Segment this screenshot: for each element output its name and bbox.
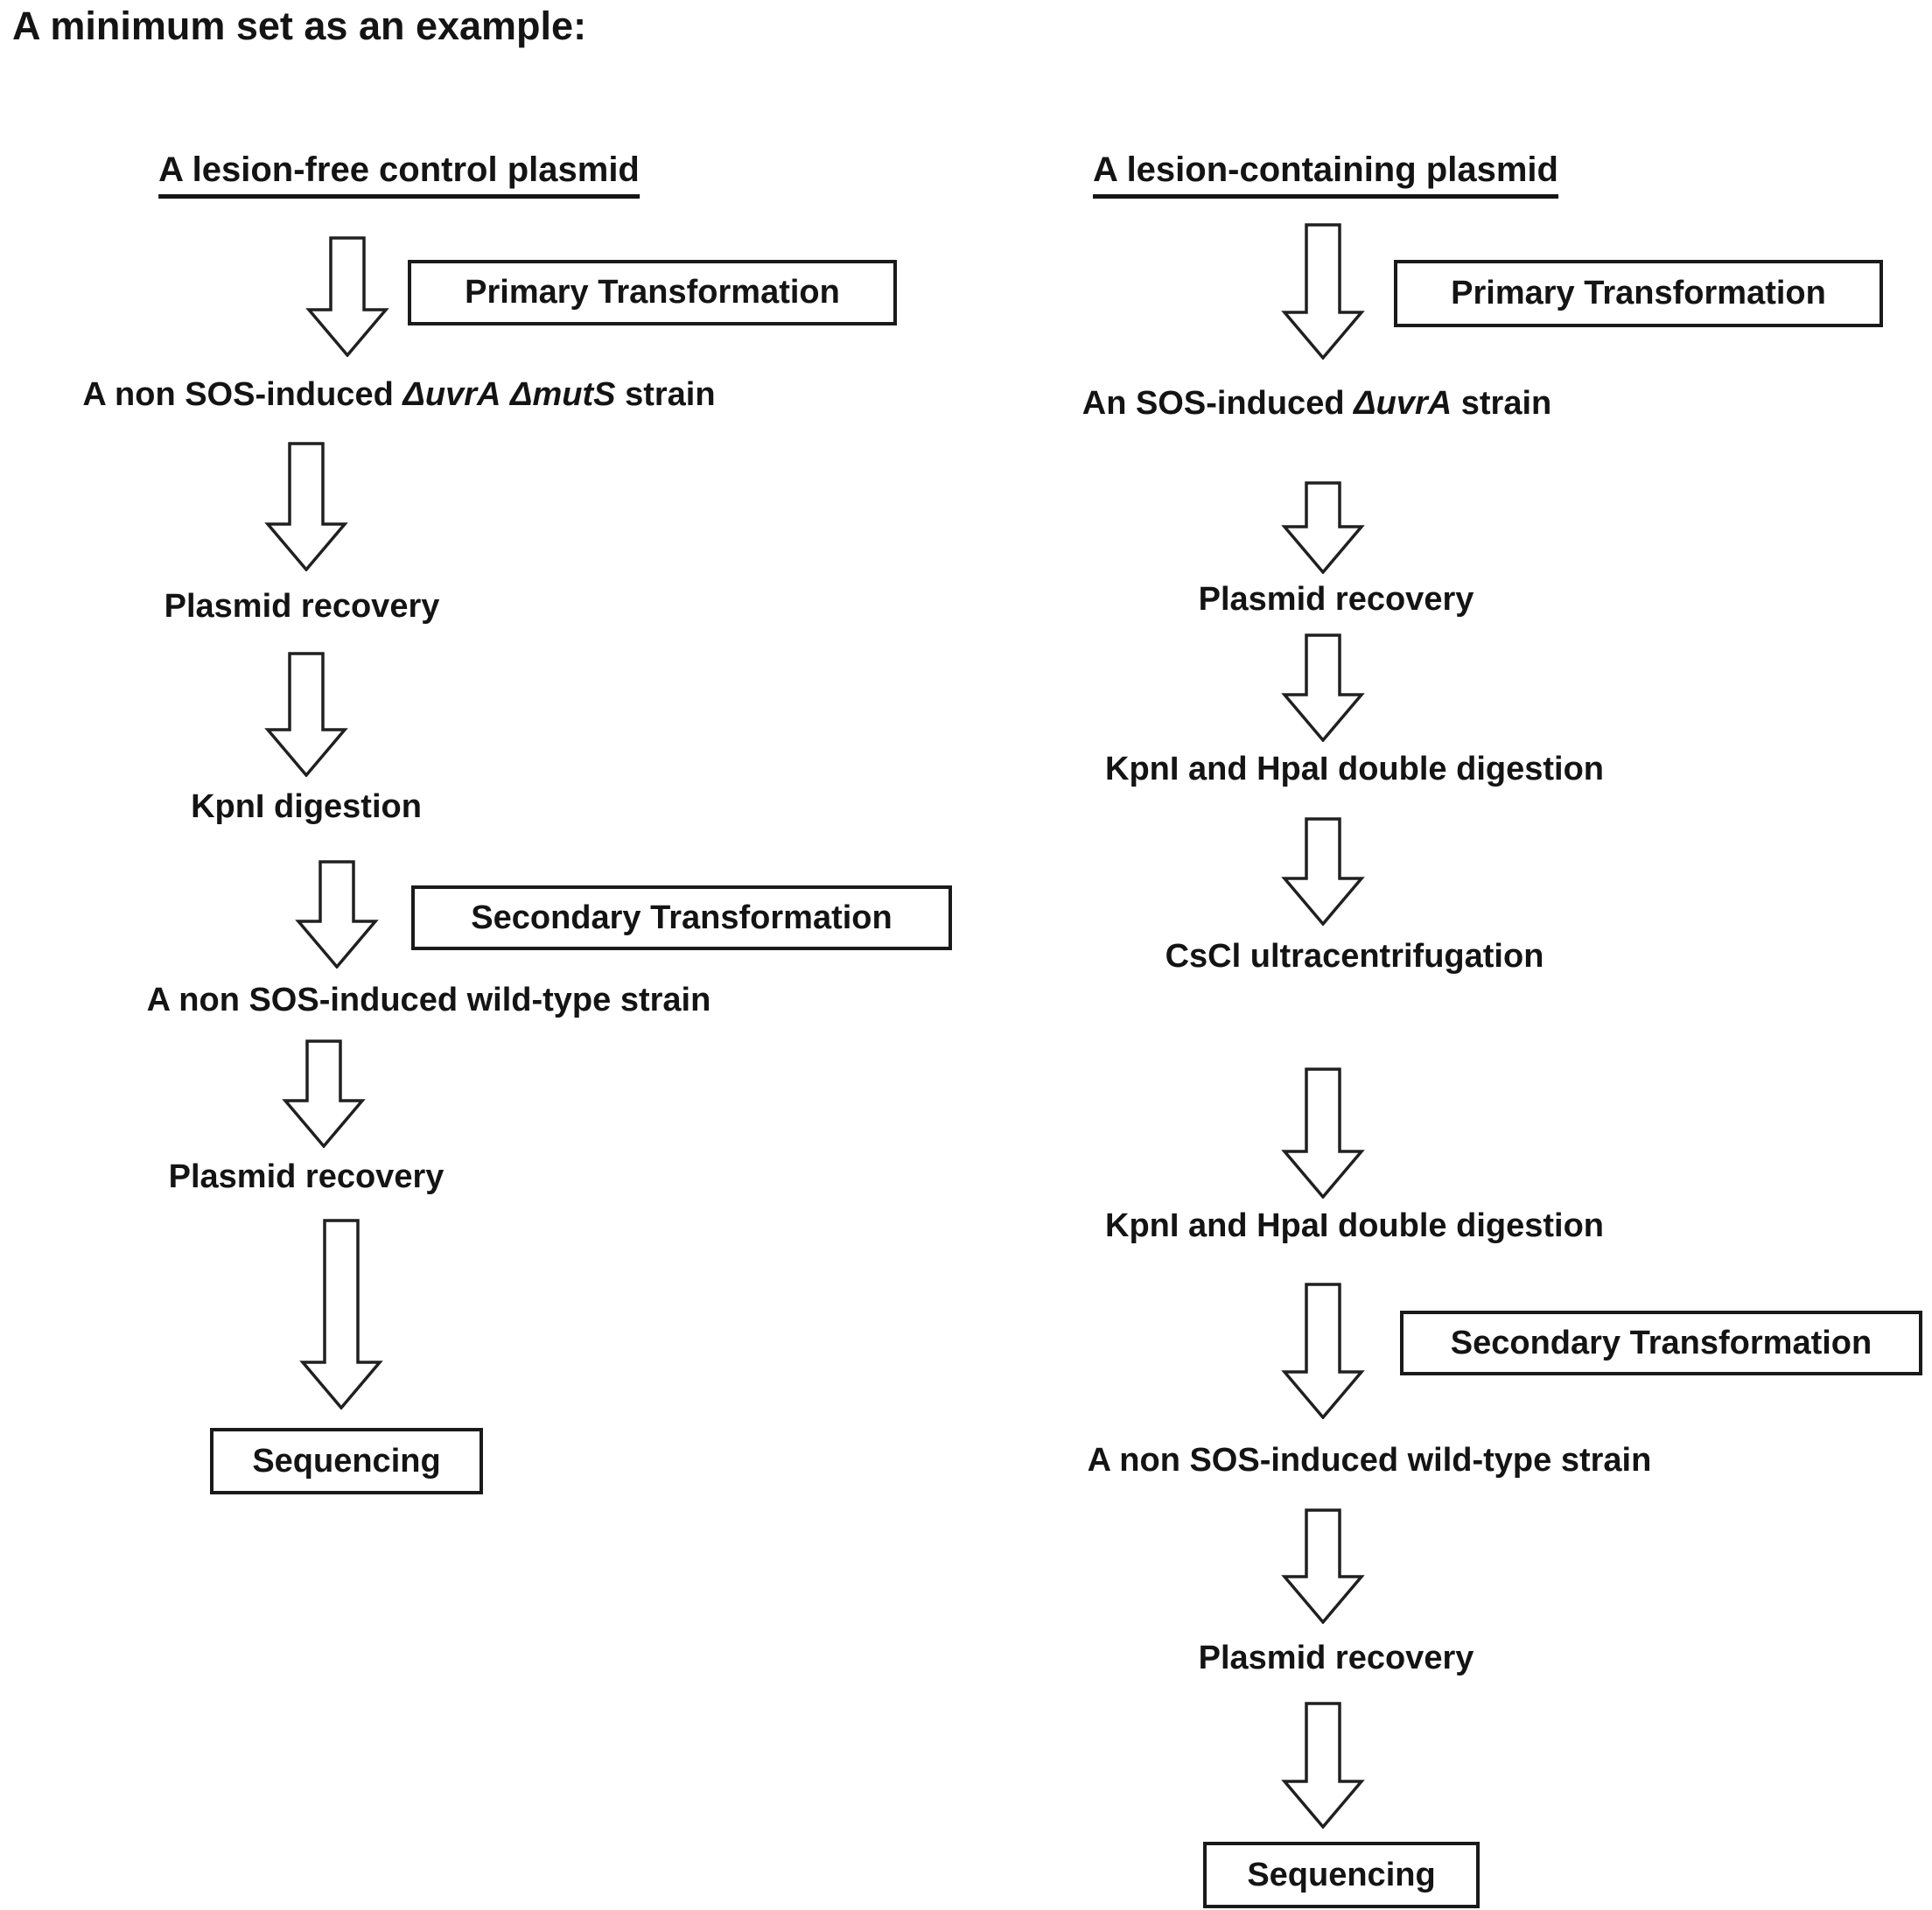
- left-sequencing-box: [210, 1428, 483, 1494]
- down-arrow-icon: [264, 442, 348, 571]
- left-secondary-transformation-box: [411, 885, 952, 950]
- left-secondary-transformation-label: Secondary Transformation: [471, 899, 892, 936]
- down-arrow-icon: [264, 652, 348, 777]
- right-step-double-digestion-1: KpnI and HpaI double digestion: [1105, 751, 1604, 787]
- right-primary-transformation-label: Primary Transformation: [1451, 275, 1826, 311]
- strain-text-prefix: An SOS-induced: [1082, 385, 1354, 422]
- down-arrow-icon: [1281, 817, 1365, 926]
- down-arrow-icon: [1281, 223, 1365, 360]
- down-arrow-icon: [1281, 1283, 1365, 1419]
- left-primary-transformation-label: Primary Transformation: [465, 274, 840, 311]
- gene-mutS: ΔmutS: [510, 376, 616, 413]
- page-title: A minimum set as an example:: [12, 3, 587, 48]
- down-arrow-icon: [295, 860, 379, 969]
- right-step-initial-strain: [1082, 385, 1552, 423]
- left-column-heading: A lesion-free control plasmid: [158, 150, 640, 199]
- strain-text-suffix: strain: [615, 376, 716, 413]
- right-secondary-transformation-label: Secondary Transformation: [1450, 1324, 1872, 1361]
- down-arrow-icon: [305, 236, 389, 357]
- down-arrow-icon: [1281, 633, 1365, 742]
- gene-uvrA: ΔuvrA: [1354, 385, 1452, 422]
- down-arrow-icon: [1281, 1508, 1365, 1624]
- right-sequencing-box: [1203, 1842, 1480, 1908]
- left-sequencing-label: Sequencing: [252, 1442, 441, 1480]
- left-step-initial-strain: [82, 376, 715, 415]
- left-step-plasmid-recovery-1: Plasmid recovery: [164, 588, 440, 625]
- down-arrow-icon: [1281, 1702, 1365, 1829]
- down-arrow-icon: [1281, 1067, 1365, 1199]
- right-step-plasmid-recovery-1: Plasmid recovery: [1198, 581, 1474, 618]
- down-arrow-icon: [282, 1039, 366, 1148]
- right-sequencing-label: Sequencing: [1247, 1856, 1436, 1893]
- right-step-plasmid-recovery-2: Plasmid recovery: [1198, 1640, 1474, 1676]
- right-step-double-digestion-2: KpnI and HpaI double digestion: [1105, 1207, 1604, 1244]
- down-arrow-icon: [299, 1219, 383, 1410]
- gene-gap: [500, 376, 510, 413]
- right-secondary-transformation-box: [1400, 1311, 1922, 1375]
- strain-text-prefix: A non SOS-induced: [82, 376, 403, 413]
- gene-uvrA: ΔuvrA: [402, 376, 501, 413]
- strain-text-suffix: strain: [1452, 385, 1552, 422]
- right-step-wildtype-strain: A non SOS-induced wild-type strain: [1087, 1442, 1652, 1479]
- left-step-kpni-digestion: KpnI digestion: [191, 788, 422, 825]
- left-primary-transformation-box: [408, 260, 897, 325]
- right-primary-transformation-box: [1394, 260, 1883, 327]
- right-step-cscl-ultracentrifugation: CsCl ultracentrifugation: [1165, 938, 1544, 975]
- left-step-wildtype-strain: A non SOS-induced wild-type strain: [146, 982, 711, 1018]
- down-arrow-icon: [1281, 481, 1365, 574]
- right-column-heading: A lesion-containing plasmid: [1093, 150, 1558, 199]
- left-step-plasmid-recovery-2: Plasmid recovery: [168, 1158, 444, 1195]
